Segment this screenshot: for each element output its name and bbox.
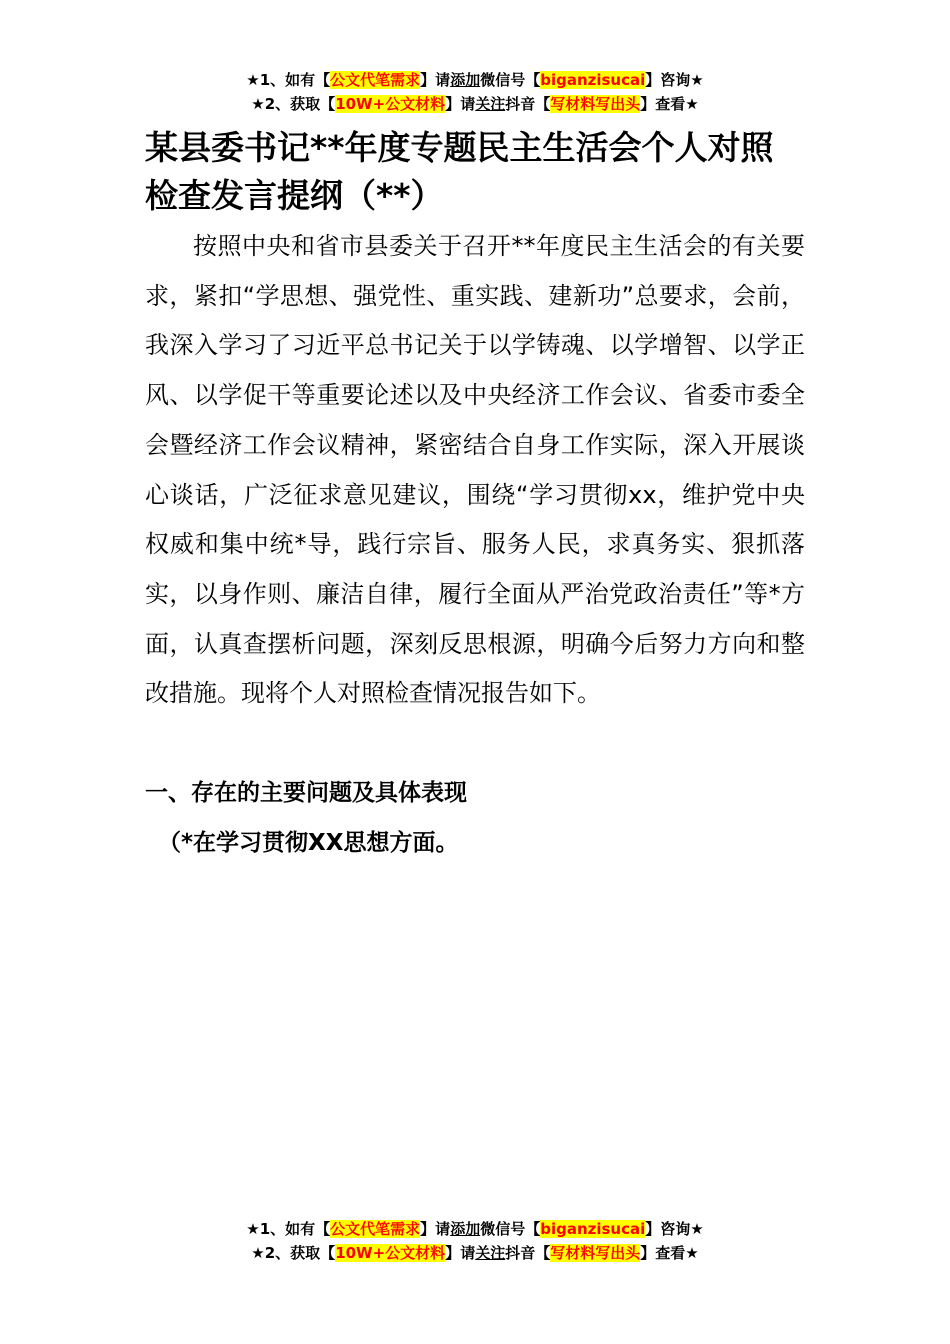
banner-1-underlined: 添加 [450, 71, 481, 89]
footer-1-suffix: 】咨询★ [645, 1220, 704, 1238]
banner-2-highlight-douyin: 写材料写出头 [550, 95, 641, 113]
banner-line-2 [0, 92, 950, 116]
banner-1-mid2: 微信号【 [480, 71, 541, 89]
footer-2-underlined: 关注 [475, 1244, 506, 1262]
header-banner [0, 68, 950, 116]
banner-2-suffix: 】查看★ [640, 95, 699, 113]
banner-2-mid: 】请 [445, 95, 476, 113]
banner-2-highlight-materials: 10W+公文材料 [335, 95, 446, 113]
footer-1-mid2: 微信号【 [480, 1220, 541, 1238]
footer-2-highlight-materials: 10W+公文材料 [335, 1244, 446, 1262]
intro-paragraph: 按照中央和省市县委关于召开**年度民主生活会的有关要求，紧扣“学思想、强党性、重实践、建新功”总要求，会前，我深入学习了习近平总书记关于以学铸魂、以学增智、以学正风、以学促干等重要论述以及中央经济工作会议、省委市委全会暨经济工作会议精神，紧密结合自身工作实际，深入开展谈心谈话，广泛征求意见建议，围绕“学习贯彻xx，维护党中央权威和集中统*导，践行宗旨、服务人民，求真务实、狠抓落实，以身作则、廉洁自律，履行全面从严治党政治责任”等*方面，认真查摆析问题，深刻反思根源，明确今后努力方向和整改措施。现将个人对照检查情况报告如下。 [145, 232, 805, 708]
footer-1-underlined: 添加 [450, 1220, 481, 1238]
footer-1-highlight-wechat: biganzisucai [540, 1220, 646, 1238]
footer-1-highlight-service: 公文代笔需求 [330, 1220, 421, 1238]
footer-2-mid2: 抖音【 [505, 1244, 551, 1262]
footer-line-2 [0, 1241, 950, 1265]
footer-banner [0, 1217, 950, 1265]
footer-line-1 [0, 1217, 950, 1241]
banner-2-underlined: 关注 [475, 95, 506, 113]
banner-1-prefix: ★1、如有【 [246, 71, 331, 89]
document-title: 某县委书记**年度专题民主生活会个人对照检查发言提纲（**） [145, 128, 774, 215]
subsection-heading-1: （*在学习贯彻XX思想方面。 [158, 830, 459, 856]
footer-2-suffix: 】查看★ [640, 1244, 699, 1262]
banner-line-1 [0, 68, 950, 92]
section-heading-1: 一、存在的主要问题及具体表现 [145, 780, 467, 806]
footer-2-highlight-douyin: 写材料写出头 [550, 1244, 641, 1262]
banner-1-highlight-wechat: biganzisucai [540, 71, 646, 89]
banner-1-highlight-service: 公文代笔需求 [330, 71, 421, 89]
banner-2-prefix: ★2、获取【 [251, 95, 336, 113]
footer-2-prefix: ★2、获取【 [251, 1244, 336, 1262]
banner-1-suffix: 】咨询★ [645, 71, 704, 89]
banner-1-mid: 】请 [420, 71, 451, 89]
footer-1-prefix: ★1、如有【 [246, 1220, 331, 1238]
banner-2-mid2: 抖音【 [505, 95, 551, 113]
footer-1-mid: 】请 [420, 1220, 451, 1238]
footer-2-mid: 】请 [445, 1244, 476, 1262]
